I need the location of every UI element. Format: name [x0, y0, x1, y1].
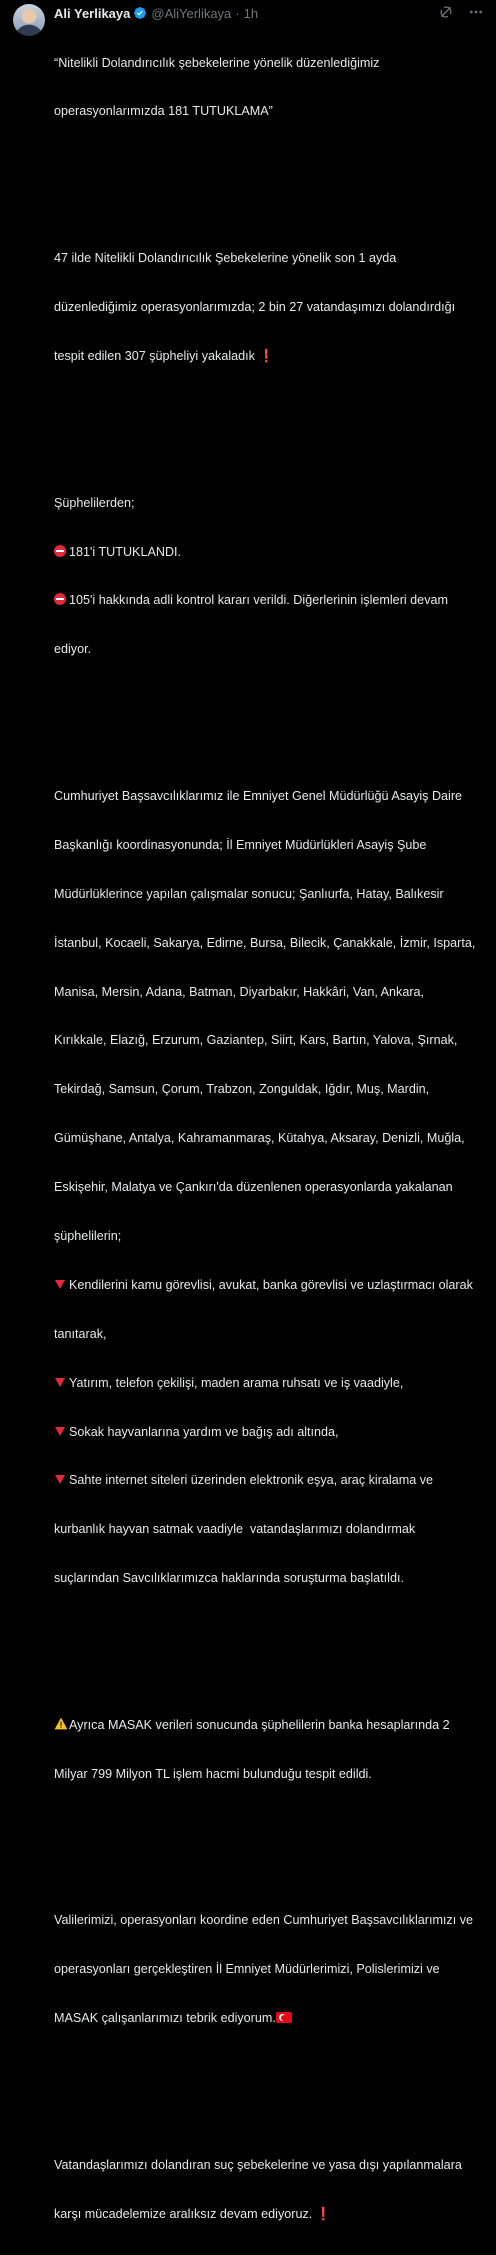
text-line: Eskişehir, Malatya ve Çankırı'da düzenlenen operasyonlarda yakalanan: [54, 1180, 453, 1195]
more-icon[interactable]: [468, 4, 484, 20]
exclamation-icon: ❗: [258, 348, 275, 363]
text-line: Milyar 799 Milyon TL işlem hacmi bulunduğu tespit edildi.: [54, 1766, 372, 1781]
header-actions: [438, 4, 484, 20]
text-line: Sokak hayvanlarına yardım ve bağış adı altında,: [54, 1424, 484, 1440]
text-line: Müdürlüklerince yapılan çalışmalar sonucu; Şanlıurfa, Hatay, Balıkesir: [54, 886, 444, 901]
warning-icon: [54, 1717, 68, 1730]
avatar[interactable]: [13, 4, 45, 36]
red-triangle-icon: [55, 1427, 65, 1436]
text-line: operasyonlarımızda 181 TUTUKLAMA”: [54, 104, 273, 119]
post-time[interactable]: 1h: [243, 5, 259, 21]
grok-icon[interactable]: [438, 4, 454, 20]
text-line: tanıtarak,: [54, 1326, 107, 1341]
no-entry-icon: [54, 593, 66, 605]
text-line: tespit edilen 307 şüpheliyi yakaladık ❗: [54, 348, 275, 363]
text-line: Kendilerini kamu görevlisi, avukat, banka görevlisi ve uzlaştırmacı olarak: [54, 1277, 484, 1293]
red-triangle-icon: [55, 1378, 65, 1387]
text-line: şüphelilerin;: [54, 1228, 122, 1243]
exclamation-icon: ❗: [315, 2206, 332, 2221]
text-line: 105'i hakkında adli kontrol kararı verildi. Diğerlerinin işlemleri devam: [54, 592, 484, 608]
turkey-flag-icon: [276, 2012, 292, 2023]
text-line: İstanbul, Kocaeli, Sakarya, Edirne, Bursa, Bilecik, Çanakkale, İzmir, Isparta,: [54, 935, 476, 950]
text-line: operasyonları gerçekleştiren İl Emniyet Müdürlerimizi, Polislerimizi ve: [54, 1962, 440, 1977]
text-line: MASAK çalışanlarımızı tebrik ediyorum.: [54, 2010, 484, 2026]
text-line: 47 ilde Nitelikli Dolandırıcılık Şebekelerine yönelik son 1 ayda: [54, 251, 397, 266]
text-line: Tekirdağ, Samsun, Çorum, Trabzon, Zonguldak, Iğdır, Muş, Mardin,: [54, 1082, 430, 1097]
text-line: Yatırım, telefon çekilişi, maden arama ruhsatı ve iş vaadiyle,: [54, 1375, 484, 1391]
text-line: “Nitelikli Dolandırıcılık şebekelerine yönelik düzenlediğimiz: [54, 55, 380, 70]
red-triangle-icon: [55, 1475, 65, 1484]
text-line: Sahte internet siteleri üzerinden elektronik eşya, araç kiralama ve: [54, 1472, 484, 1488]
author-name[interactable]: Ali Yerlikaya: [54, 5, 131, 21]
text-line: Şüphelilerden;: [54, 495, 135, 510]
verified-badge-icon: [133, 6, 147, 20]
tweet-text: [54, 22, 484, 2255]
text-line: Valilerimizi, operasyonları koordine eden Cumhuriyet Başsavcılıklarımızı ve: [54, 1913, 474, 1928]
text-line: Başkanlığı koordinasyonunda; İl Emniyet Müdürlükleri Asayiş Şube: [54, 837, 427, 852]
text-line: 181'i TUTUKLANDI.: [54, 544, 484, 560]
separator-dot: ·: [235, 5, 240, 21]
text-line: Manisa, Mersin, Adana, Batman, Diyarbakır, Hakkâri, Van, Ankara,: [54, 984, 425, 999]
text-line: Cumhuriyet Başsavcılıklarımız ile Emniyet Genel Müdürlüğü Asayiş Daire: [54, 788, 463, 803]
no-entry-icon: [54, 545, 66, 557]
text-line: Vatandaşlarımızı dolandıran suç şebekelerine ve yasa dışı yapılanmalara: [54, 2157, 462, 2172]
text-line: Kırıkkale, Elazığ, Erzurum, Gaziantep, Siirt, Kars, Bartın, Yalova, Şırnak,: [54, 1033, 458, 1048]
text-line: Ayrıca MASAK verileri sonucunda şüphelilerin banka hesaplarında 2: [54, 1717, 484, 1733]
red-triangle-icon: [55, 1280, 65, 1289]
text-line: kurbanlık hayvan satmak vaadiyle vatandaşlarımızı dolandırmak: [54, 1522, 416, 1537]
tweet-header: [54, 4, 486, 22]
text-line: Gümüşhane, Antalya, Kahramanmaraş, Kütahya, Aksaray, Denizli, Muğla,: [54, 1131, 465, 1146]
text-line: suçlarından Savcılıklarımızca haklarında soruşturma başlatıldı.: [54, 1571, 404, 1586]
text-line: düzenlediğimiz operasyonlarımızda; 2 bin 27 vatandaşımızı dolandırdığı: [54, 300, 456, 315]
author-handle[interactable]: @AliYerlikaya: [151, 5, 232, 21]
text-line: ediyor.: [54, 642, 92, 657]
text-line: karşı mücadelemize aralıksız devam ediyoruz. ❗: [54, 2206, 332, 2221]
